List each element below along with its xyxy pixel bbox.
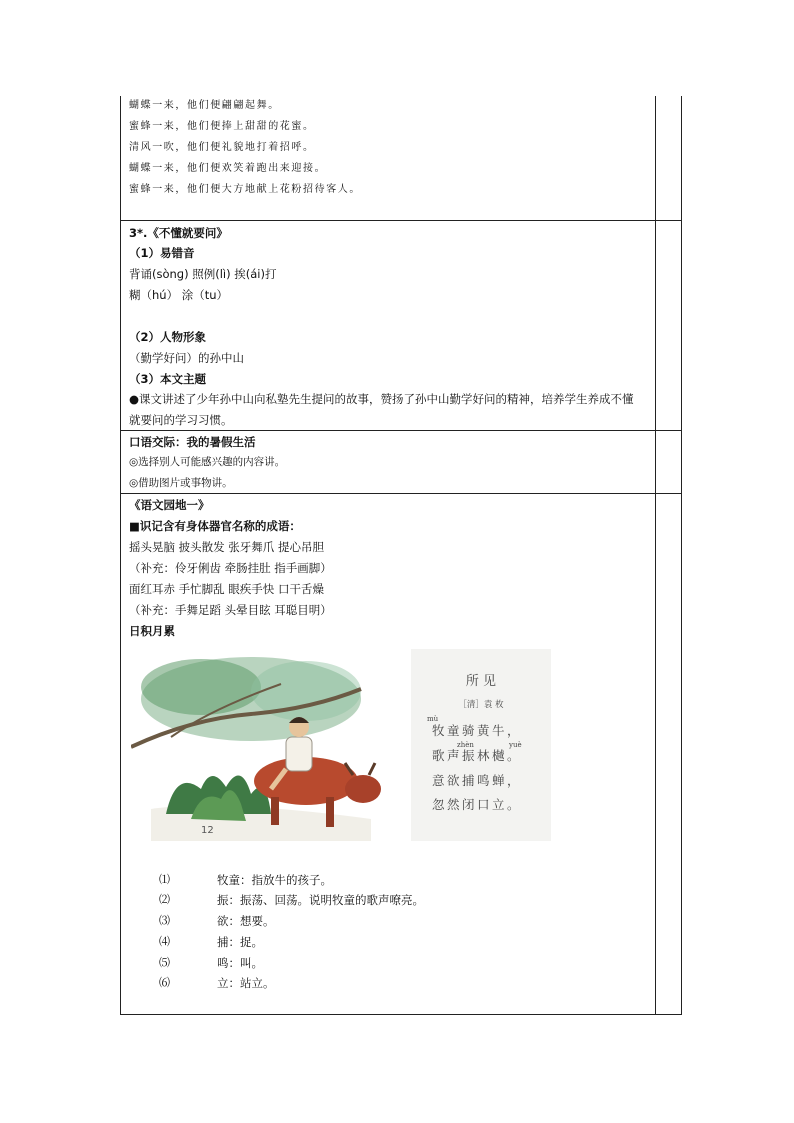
poem-verse: 牧童骑黄牛， [432, 723, 523, 738]
poem-line: 清风一吹，他们便礼貌地打着招呼。 [129, 142, 315, 153]
pinyin-zhen: zhèn [457, 741, 474, 749]
pinyin-yue: yuè [509, 741, 522, 749]
oral-item: ◎借助图片或事物讲。 [129, 477, 233, 489]
note-text: 捕：捉。 [217, 935, 263, 949]
illustration-picture [131, 657, 381, 841]
oral-title: 口语交际：我的暑假生活 [129, 435, 256, 449]
note-text: 振：振荡、回荡。说明牧童的歌声嘹亮。 [217, 893, 424, 907]
idiom-row: （补充：伶牙俐齿 牵肠挂肚 指手画脚） [129, 561, 332, 575]
note-text: 欲：想要。 [217, 914, 275, 928]
accumulation-heading: 日积月累 [129, 624, 175, 638]
pronunciation-line: 糊（hú） 涂（tu） [129, 288, 229, 302]
idiom-row: 摇头晃脑 披头散发 张牙舞爪 提心吊胆 [129, 540, 324, 554]
poem-verse: 歌声振林樾。 [432, 748, 523, 763]
document-table [120, 96, 682, 1015]
note-text: 立：站立。 [217, 976, 275, 990]
row-divider [121, 493, 681, 494]
pinyin-mu: mù [427, 715, 439, 723]
pronunciation-line: 背诵(sònɡ) 照例(lì) 挨(ái)打 [129, 267, 277, 281]
note-text: 鸣：叫。 [217, 956, 263, 970]
heading-pronunciation: （1）易错音 [129, 246, 195, 260]
poem-line: 蝴蝶一来，他们便欢笑着跑出来迎接。 [129, 163, 327, 174]
theme-text: ●课文讲述了少年孙中山向私塾先生提问的故事，赞扬了孙中山勤学好问的精神，培养学生养成不懂就要问的学习习惯。 [129, 392, 634, 427]
garden-title: 《语文园地一》 [129, 498, 210, 512]
note-number: ⑵ [159, 893, 170, 906]
note-number: ⑶ [159, 914, 170, 927]
note-number: ⑸ [159, 956, 170, 969]
heading-theme: （3）本文主题 [129, 372, 207, 386]
poem-illustration [131, 649, 551, 841]
heading-character: （2）人物形象 [129, 330, 207, 344]
note-number: ⑴ [159, 873, 170, 886]
note-text: 牧童：指放牛的孩子。 [217, 873, 332, 887]
lesson-title: 3*.《不懂就要问》 [129, 226, 228, 240]
poem-line: 蜜蜂一来，他们便捧上甜甜的花蜜。 [129, 121, 315, 132]
note-number: ⑹ [159, 976, 170, 989]
oral-item: ◎选择别人可能感兴趣的内容讲。 [129, 456, 286, 468]
poem-line: 蝴蝶一来，他们便翩翩起舞。 [129, 100, 280, 111]
idiom-row: 面红耳赤 手忙脚乱 眼疾手快 口干舌燥 [129, 582, 324, 596]
table-right-column-divider [655, 96, 656, 1014]
character-text: （勤学好问）的孙中山 [129, 351, 244, 365]
poem-verse: 忽然闭口立。 [432, 797, 523, 812]
idiom-heading: ■识记含有身体器官名称的成语： [129, 519, 301, 533]
row-divider [121, 220, 681, 221]
row-divider [121, 430, 681, 431]
poem-verse: 意欲捕鸣蝉， [432, 773, 523, 788]
poem-line: 蜜蜂一来，他们便大方地献上花粉招待客人。 [129, 184, 361, 195]
poem-title: 所 见 [465, 674, 497, 689]
note-number: ⑷ [159, 935, 170, 948]
idiom-row: （补充：手舞足蹈 头晕目眩 耳聪目明） [129, 603, 332, 617]
illustration-page-number: 12 [201, 825, 214, 836]
poem-author: ［清］袁 枚 [458, 700, 504, 710]
